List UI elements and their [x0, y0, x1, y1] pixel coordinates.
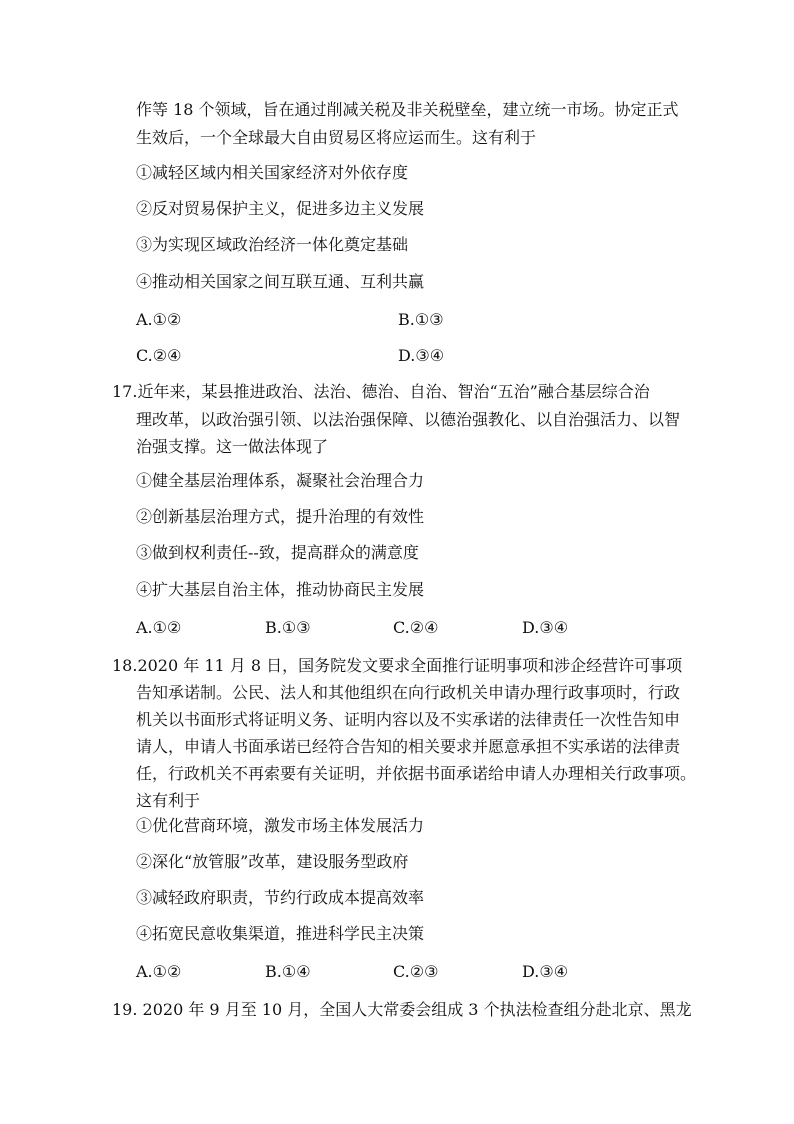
q16-option-b[interactable]: B.①③ [398, 310, 444, 329]
q16-stem-line: 作等 18 个领域，旨在通过削减关税及非关税壁垒，建立统一市场。协定正式 [136, 100, 679, 119]
q16-item: ②反对贸易保护主义，促进多边主义发展 [136, 199, 425, 218]
q18-item: ②深化“放管服”改革，建设服务型政府 [136, 852, 409, 871]
q17-item: ③做到权利责任--致，提高群众的满意度 [136, 543, 419, 562]
q17-option-c[interactable]: C.②④ [393, 618, 439, 637]
q17-option-d[interactable]: D.③④ [522, 618, 569, 637]
q18-stem-line: 请人，申请人书面承诺已经符合告知的相关要求并愿意承担不实承诺的法律责 [136, 737, 681, 756]
q18-stem-line: 任，行政机关不再索要有关证明，并依据书面承诺给申请人办理相关行政事项。 [136, 764, 697, 783]
q17-option-a[interactable]: A.①② [136, 618, 182, 637]
q18-option-c[interactable]: C.②③ [393, 962, 439, 981]
q16-option-c[interactable]: C.②④ [136, 346, 182, 365]
q17-stem-line: 17.近年来，某县推进政治、法治、德治、自治、智治“五治”融合基层综合治 [112, 382, 650, 401]
q16-option-a[interactable]: A.①② [136, 310, 182, 329]
q17-item: ①健全基层治理体系，凝聚社会治理合力 [136, 471, 425, 490]
q18-item: ①优化营商环境，激发市场主体发展活力 [136, 816, 425, 835]
q16-stem-line: 生效后，一个全球最大自由贸易区将应运而生。这有利于 [136, 128, 537, 147]
q18-stem-line: 这有利于 [136, 791, 201, 810]
q17-option-b[interactable]: B.①③ [265, 618, 311, 637]
q18-stem-line: 机关以书面形式将证明义务、证明内容以及不实承诺的法律责任一次性告知申 [136, 710, 681, 729]
q16-item: ①减轻区域内相关国家经济对外依存度 [136, 163, 409, 182]
q19-stem-line: 19. 2020 年 9 月至 10 月，全国人大常委会组成 3 个执法检查组分赴北京、黑龙 [112, 1000, 692, 1019]
q18-option-a[interactable]: A.①② [136, 962, 182, 981]
q16-item: ③为实现区域政治经济一体化奠定基础 [136, 235, 409, 254]
q18-stem-line: 18.2020 年 11 月 8 日，国务院发文要求全面推行证明事项和涉企经营许可事项 [112, 656, 683, 675]
q17-stem-line: 理改革，以政治强引领、以法治强保障、以德治强教化、以自治强活力、以智 [136, 410, 681, 429]
q18-item: ④拓宽民意收集渠道，推进科学民主决策 [136, 924, 425, 943]
q18-item: ③减轻政府职责，节约行政成本提高效率 [136, 888, 425, 907]
q18-stem-line: 告知承诺制。公民、法人和其他组织在向行政机关申请办理行政事项时，行政 [136, 683, 681, 702]
q16-option-d[interactable]: D.③④ [398, 346, 445, 365]
q18-option-b[interactable]: B.①④ [265, 962, 311, 981]
q17-stem-line: 治强支撑。这一做法体现了 [136, 437, 329, 456]
q17-item: ②创新基层治理方式，提升治理的有效性 [136, 507, 425, 526]
q18-option-d[interactable]: D.③④ [522, 962, 569, 981]
q17-item: ④扩大基层自治主体，推动协商民主发展 [136, 580, 425, 599]
q16-item: ④推动相关国家之间互联互通、互利共赢 [136, 272, 425, 291]
